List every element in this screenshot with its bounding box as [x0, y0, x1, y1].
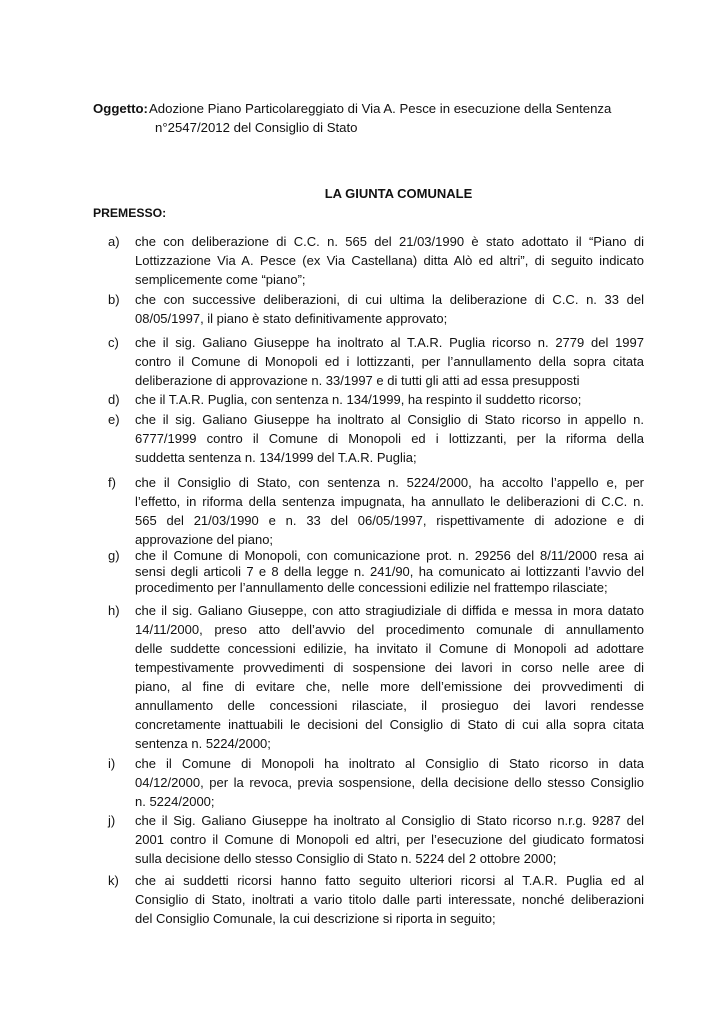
item-line: Consiglio di Stato, inoltrati a vario titolo dalle parti interessate, nonché deliberazioni — [135, 892, 644, 907]
subject-block — [93, 99, 653, 137]
list-item-text — [135, 232, 644, 289]
item-line: che il sig. Galiano Giuseppe ha inoltrato al T.A.R. Puglia ricorso n. 2779 del 1997 — [135, 335, 644, 350]
item-line: Lottizzazione Via A. Pesce (ex Via Castellana) ditta Alò ed altri”, di seguito indicato — [135, 253, 644, 268]
list-item-f — [108, 473, 644, 549]
list-item-marker: h) — [108, 603, 120, 618]
list-item-marker: b) — [108, 292, 120, 307]
list-item-text — [135, 871, 644, 928]
item-line: sensi degli articoli 7 e 8 della legge n. 241/90, ha comunicato ai lottizzanti l’avvio del — [135, 564, 644, 579]
list-item-marker: d) — [108, 392, 120, 407]
item-line: contro il Comune di Monopoli ed i lottizzanti, per l’annullamento della sopra citata — [135, 354, 644, 369]
list-item-text — [135, 473, 644, 549]
list-item-marker: a) — [108, 234, 120, 249]
item-line: suddetta sentenza n. 134/1999 del T.A.R. Puglia; — [135, 450, 417, 465]
list-item-text — [135, 601, 644, 753]
item-line: che ai suddetti ricorsi hanno fatto seguito ulteriori ricorsi al T.A.R. Puglia ed al — [135, 873, 644, 888]
item-line: 04/12/2000, per la revoca, previa sospensione, della decisione dello stesso Consiglio — [135, 775, 644, 790]
list-item-k — [108, 871, 644, 928]
list-item-marker: c) — [108, 335, 119, 350]
list-item-b — [108, 290, 644, 328]
item-line: 2001 contro il Comune di Monopoli ed altri, per l’esecuzione del giudicato formatosi — [135, 832, 644, 847]
list-item-marker: g) — [108, 548, 120, 563]
list-item-text — [135, 333, 644, 390]
item-line: 08/05/1997, il piano è stato definitivamente approvato; — [135, 311, 448, 326]
list-item-g — [108, 548, 644, 596]
list-item-marker: k) — [108, 873, 119, 888]
item-line: che il T.A.R. Puglia, con sentenza n. 134/1999, ha respinto il suddetto ricorso; — [135, 392, 582, 407]
item-line: procedimento per l’annullamento delle concessioni edilizie nel frattempo rilasciate; — [135, 580, 608, 595]
item-line: approvazione del piano; — [135, 532, 274, 547]
item-line: tempestivamente provvedimenti di sospensione dei lavori in corso nelle aree di — [135, 660, 644, 675]
list-item-marker: i) — [108, 756, 116, 771]
item-line: l’effetto, in riforma della sentenza impugnata, ha annullato le deliberazioni di C.C. n. — [135, 494, 644, 509]
item-line: che il Comune di Monopoli, con comunicazione prot. n. 29256 del 8/11/2000 resa ai — [135, 548, 644, 563]
list-item-text — [135, 390, 644, 409]
list-item-marker: j) — [108, 813, 116, 828]
list-item-d — [108, 390, 644, 409]
subject-line-2: n°2547/2012 del Consiglio di Stato — [155, 120, 358, 135]
item-line: piano, al fine di evitare che, nelle more dell’emissione dei provvedimenti di — [135, 679, 644, 694]
list-item-i — [108, 754, 644, 811]
item-line: n. 5224/2000; — [135, 794, 215, 809]
item-line: che il Comune di Monopoli ha inoltrato al Consiglio di Stato ricorso in data — [135, 756, 644, 771]
item-line: sulla decisione dello stesso Consiglio di Stato n. 5224 del 2 ottobre 2000; — [135, 851, 557, 866]
item-line: 6777/1999 contro il Comune di Monopoli ed i lottizzanti, per la riforma della — [135, 431, 644, 446]
premesso-label: PREMESSO: — [93, 206, 167, 220]
heading-text: LA GIUNTA COMUNALE — [324, 186, 473, 201]
item-line: che il sig. Galiano Giuseppe, con atto stragiudiziale di diffida e messa in mora datato — [135, 603, 644, 618]
list-item-h — [108, 601, 644, 753]
list-item-marker: f) — [108, 475, 116, 490]
list-item-marker: e) — [108, 412, 120, 427]
list-item-j — [108, 811, 644, 868]
item-line: che il Sig. Galiano Giuseppe ha inoltrato al Consiglio di Stato ricorso n.r.g. 9287 del — [135, 813, 644, 828]
item-line: annullamento delle concessioni rilasciate, il prosieguo dei lavori rendesse — [135, 698, 644, 713]
list-item-text — [135, 811, 644, 868]
list-item-a — [108, 232, 644, 289]
item-line: deliberazione di approvazione n. 33/1997 e di tutti gli atti ad essa presupposti — [135, 373, 580, 388]
list-item-text — [135, 410, 644, 467]
subject-text — [149, 99, 653, 137]
item-line: che con successive deliberazioni, di cui ultima la deliberazione di C.C. n. 33 del — [135, 292, 644, 307]
item-line: che con deliberazione di C.C. n. 565 del 21/03/1990 è stato adottato il “Piano di — [135, 234, 644, 249]
item-line: semplicemente come “piano”; — [135, 272, 306, 287]
item-line: che il Consiglio di Stato, con sentenza n. 5224/2000, ha accolto l’appello e, per — [135, 475, 644, 490]
item-line: delle suddette concessioni edilizie, ha invitato il Comune di Monopoli ad adottare — [135, 641, 644, 656]
item-line: sentenza n. 5224/2000; — [135, 736, 271, 751]
item-line: del Consiglio Comunale, la cui descrizione si riporta in seguito; — [135, 911, 496, 926]
item-line: 14/11/2000, preso atto dell’avvio del procedimento comunale di annullamento — [135, 622, 644, 637]
section-heading — [0, 186, 725, 201]
list-item-e — [108, 410, 644, 467]
subject-label: Oggetto: — [93, 101, 148, 116]
subject-line-1: Adozione Piano Particolareggiato di Via A. Pesce in esecuzione della Sentenza — [149, 101, 612, 116]
item-line: concretamente inattuabili le decisioni del Consiglio di Stato di cui alla sopra citata — [135, 717, 644, 732]
list-item-c — [108, 333, 644, 390]
list-item-text — [135, 290, 644, 328]
list-item-text — [135, 548, 644, 596]
list-item-text — [135, 754, 644, 811]
item-line: 565 del 21/03/1990 e n. 33 del 06/05/1997, rispettivamente di adozione e di — [135, 513, 644, 528]
item-line: che il sig. Galiano Giuseppe ha inoltrato al Consiglio di Stato ricorso in appello n. — [135, 412, 644, 427]
